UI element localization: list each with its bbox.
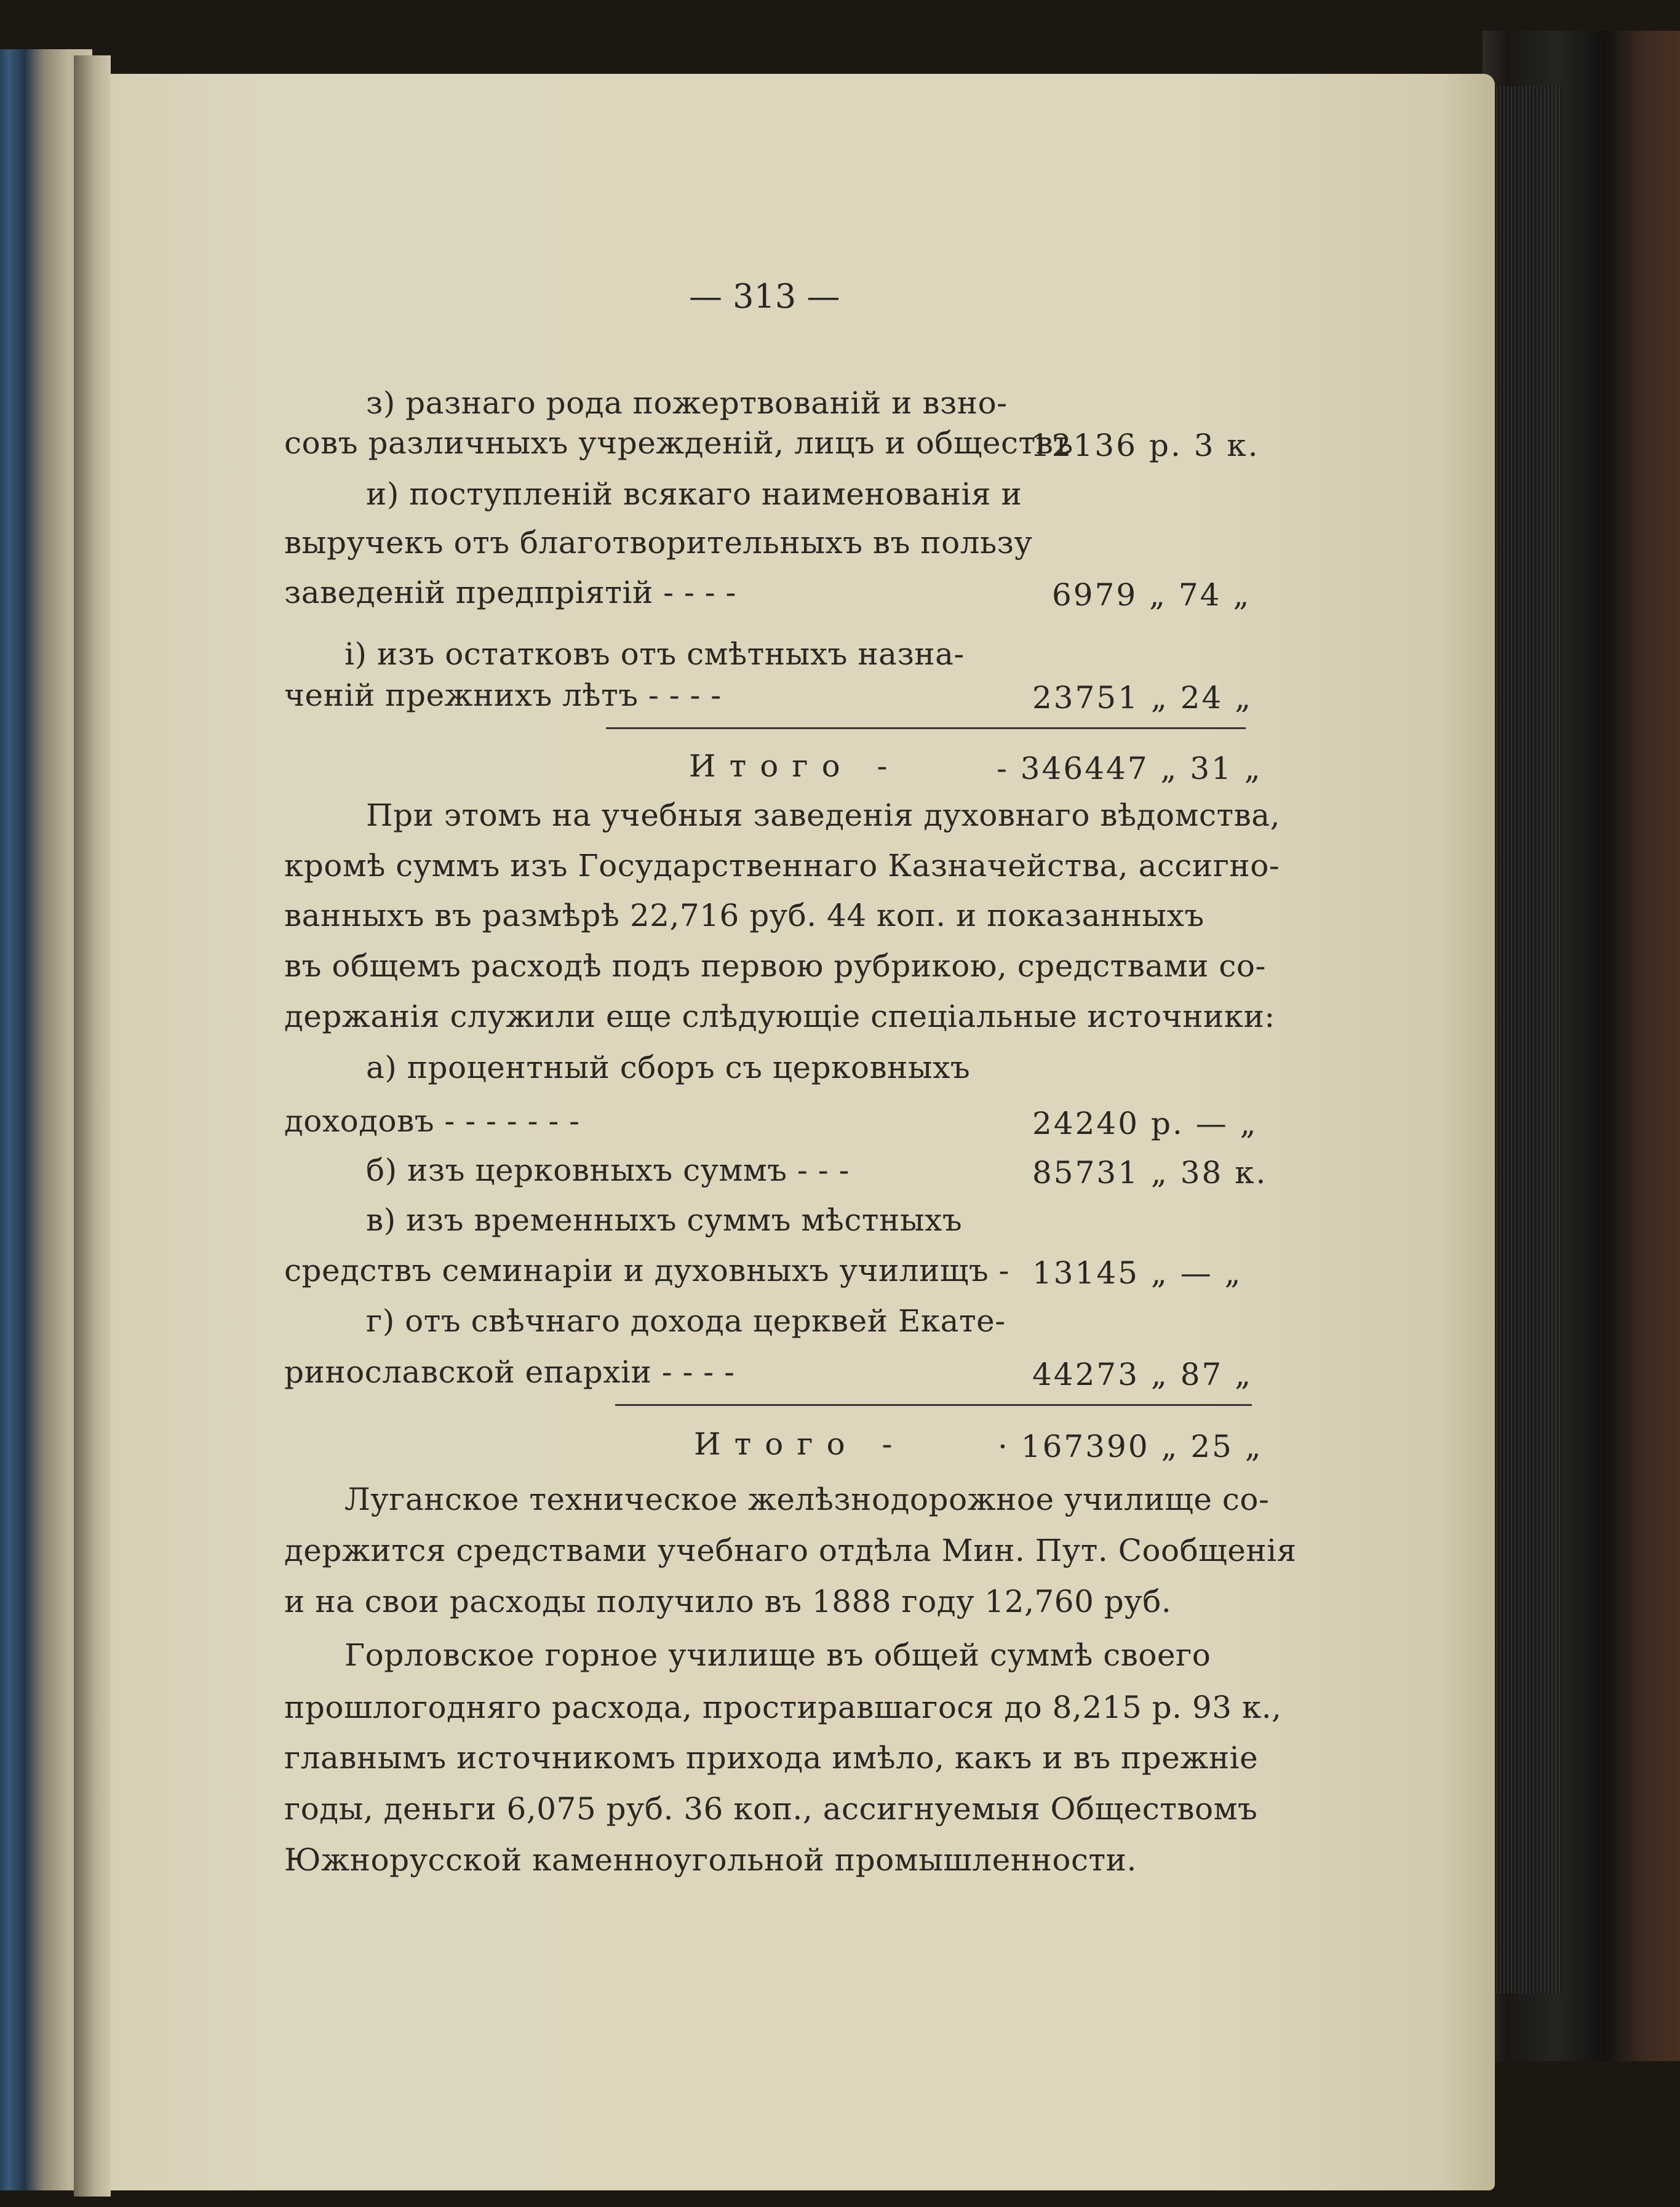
text-line: Луганское техническое желѣзнодорожное училище со- (344, 1482, 1270, 1517)
amount: 24240 р. — „ (1032, 1106, 1258, 1141)
total-label: Итого - (689, 748, 901, 784)
text-line: Южнорусской каменноугольной промышленности. (284, 1842, 1137, 1878)
text-line: При этомъ на учебныя заведенія духовнаго вѣдомства, (366, 797, 1280, 833)
amount: 23751 „ 24 „ (1032, 680, 1253, 716)
text-line: г) отъ свѣчнаго дохода церквей Екате- (366, 1303, 1006, 1339)
text-line: главнымъ источникомъ прихода имѣло, какъ и въ прежніе (284, 1740, 1259, 1776)
total-label: Итого - (694, 1426, 906, 1462)
text-line: годы, деньги 6,075 руб. 36 коп., ассигнуемыя Обществомъ (284, 1791, 1258, 1827)
total-rule (615, 1404, 1252, 1406)
text-line: совъ различныхъ учрежденій, лицъ и обществъ (284, 425, 1073, 461)
text-line: а) процентный сборъ съ церковныхъ (366, 1050, 971, 1085)
text-line: ченій прежнихъ лѣтъ - - - - (284, 677, 722, 713)
text-line: держится средствами учебнаго отдѣла Мин. Пут. Сообщенія (284, 1533, 1297, 1568)
text-line: кромѣ суммъ изъ Государственнаго Казначейства, ассигно- (284, 848, 1280, 884)
book-gutter (74, 55, 111, 2197)
text-line: средствъ семинаріи и духовныхъ училищъ - (284, 1253, 1009, 1288)
text-line: и на свои расходы получило въ 1888 году 12,760 руб. (284, 1584, 1172, 1619)
text-line: з) разнаго рода пожертвованій и взно- (366, 385, 1008, 421)
text-line: і) изъ остатковъ отъ смѣтныхъ назна- (344, 636, 965, 672)
amount: 85731 „ 38 к. (1032, 1155, 1268, 1191)
amount: 13145 „ — „ (1032, 1255, 1243, 1291)
text-line: доходовъ - - - - - - - (284, 1103, 580, 1139)
text-line: прошлогодняго расхода, простиравшагося до 8,215 р. 93 к., (284, 1690, 1282, 1725)
amount: 44273 „ 87 „ (1032, 1357, 1253, 1392)
page-edges (1489, 86, 1563, 1993)
text-line: заведеній предпріятій - - - - (284, 575, 736, 610)
text-line: и) поступленій всякаго наименованія и (366, 476, 1022, 512)
page-number: — 313 — (689, 277, 840, 316)
text-line: выручекъ отъ благотворительныхъ въ пользу (284, 525, 1033, 561)
text-line: держанія служили еще слѣдующіе спеціальные источники: (284, 999, 1275, 1034)
total-amount: · 167390 „ 25 „ (998, 1429, 1263, 1464)
text-line: въ общемъ расходѣ подъ первою рубрикою, средствами со- (284, 948, 1266, 984)
amount: 6979 „ 74 „ (1052, 577, 1251, 613)
text-line: Горловское горное училище въ общей суммѣ своего (344, 1637, 1211, 1673)
total-rule (606, 727, 1246, 729)
text-line: б) изъ церковныхъ суммъ - - - (366, 1152, 850, 1188)
text-line: в) изъ временныхъ суммъ мѣстныхъ (366, 1202, 963, 1238)
amount: 12136 р. 3 к. (1030, 428, 1260, 463)
text-line: ванныхъ въ размѣрѣ 22,716 руб. 44 коп. и показанныхъ (284, 898, 1204, 933)
total-amount: - 346447 „ 31 „ (997, 751, 1262, 786)
text-line: ринославской епархіи - - - - (284, 1354, 735, 1390)
